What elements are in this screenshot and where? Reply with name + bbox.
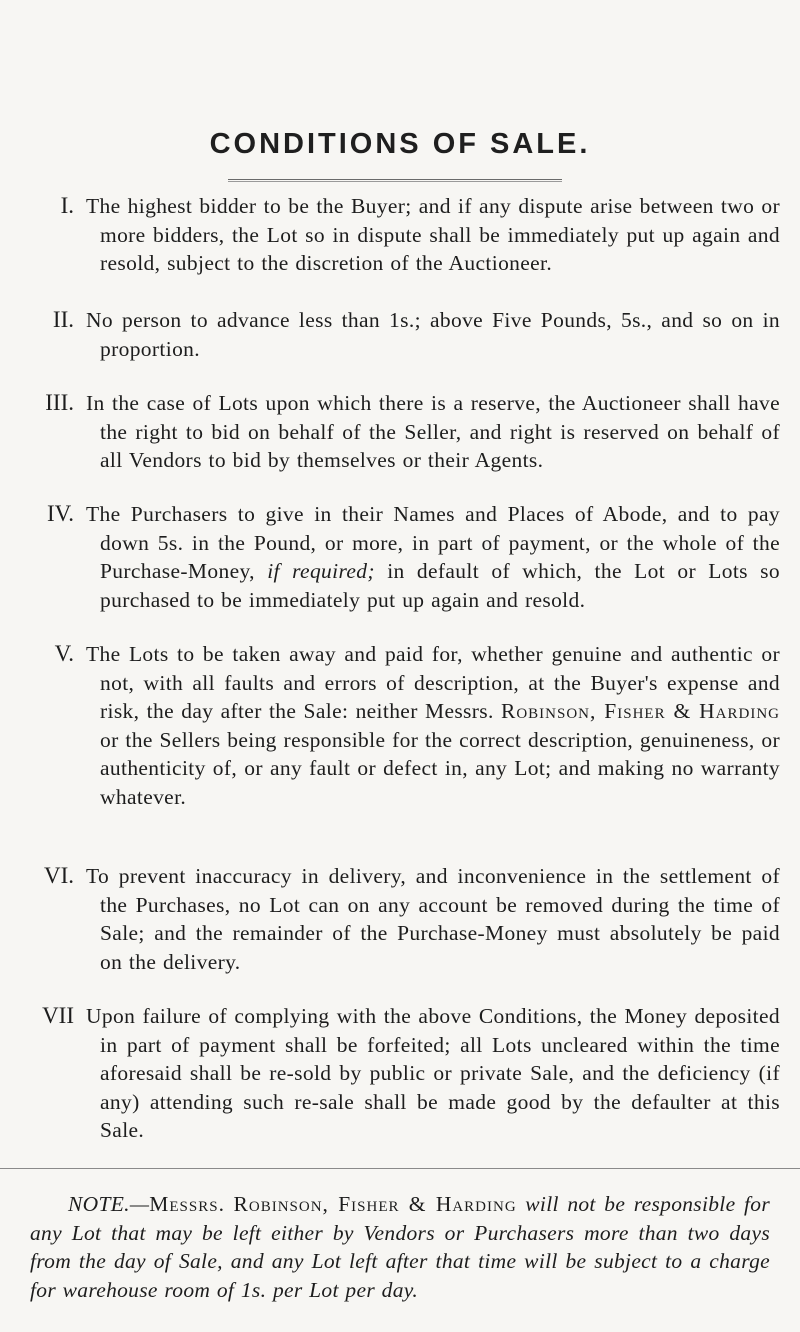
page-title: CONDITIONS OF SALE. bbox=[209, 128, 591, 160]
clause-text-part: or the Sellers being responsible for the correct description, genuineness, or authenticity of, or any fault or defect in, any Lot; and making no warranty whatever. bbox=[100, 727, 780, 809]
auctioneer-firm-name: Robinson, Fisher & Harding bbox=[233, 1192, 517, 1216]
clause-text: No person to advance less than 1s.; above Five Pounds, 5s., and so on in proportion. bbox=[86, 308, 780, 361]
note-messrs: Messrs. bbox=[149, 1192, 225, 1216]
condition-clause-7 bbox=[30, 1002, 780, 1145]
clause-text: In the case of Lots upon which there is a reserve, the Auctioneer shall have the right to bid on behalf of the Seller, and right is reserved on behalf of all Vendors to bid by themselves or their Agents. bbox=[86, 391, 780, 472]
condition-clause-3 bbox=[30, 389, 780, 475]
condition-clause-6 bbox=[30, 862, 780, 976]
clause-number: III. bbox=[45, 390, 74, 415]
clause-text-italic: if required; bbox=[267, 559, 375, 583]
clause-number: V. bbox=[54, 641, 74, 666]
auctioneer-firm-name: Robinson, Fisher & Harding bbox=[500, 699, 780, 723]
clause-text-part: The Lots to be taken away and paid for, whether genuine and authentic or not, with all faults and errors of description, at the Buyer's expense and risk, the day after the Sale: neither Messrs. bbox=[86, 642, 780, 723]
condition-clause-2 bbox=[30, 306, 780, 363]
condition-clause-1 bbox=[30, 192, 780, 278]
footer-note bbox=[30, 1190, 770, 1304]
clause-text: To prevent inaccuracy in delivery, and inconvenience in the settlement of the Purchases, no Lot can on any account be removed during the time of Sale; and the remainder of the Purchase-Money must absolutely be paid on the delivery. bbox=[86, 864, 780, 974]
clause-number: II. bbox=[52, 307, 74, 332]
note-text: will not be responsible for any Lot that may be left either by Vendors or Purchasers more than two days from the day of Sale, and any Lot left after that time will be subject to a charge for warehouse room of 1s. per Lot per day. bbox=[30, 1192, 770, 1302]
note-dash: — bbox=[129, 1192, 150, 1216]
section-divider bbox=[0, 1168, 800, 1169]
title-divider bbox=[228, 179, 562, 182]
clause-text: Upon failure of complying with the above Conditions, the Money deposited in part of payment shall be forfeited; all Lots uncleared within the time aforesaid shall be re-sold by public or private Sale, and the deficiency (if any) attending such re-sale shall be made good by the defaulter at this Sale. bbox=[86, 1004, 780, 1142]
clause-text: The highest bidder to be the Buyer; and if any dispute arise between two or more bidders, the Lot so in dispute shall be immediately put up again and resold, subject to the discretion of the Auctioneer. bbox=[86, 194, 780, 275]
note-heading: NOTE. bbox=[68, 1192, 130, 1216]
clause-text bbox=[86, 640, 780, 811]
clause-number: VII bbox=[42, 1003, 74, 1028]
clause-text bbox=[86, 500, 780, 614]
condition-clause-5 bbox=[30, 640, 780, 811]
clause-number: I. bbox=[60, 193, 74, 218]
condition-clause-4 bbox=[30, 500, 780, 614]
clause-number: IV. bbox=[46, 501, 74, 526]
clause-text-part: in default of which, the Lot or Lots so purchased to be immediately put up again and resold. bbox=[100, 559, 780, 612]
clause-text-part: The Purchasers to give in their Names and Places of Abode, and to pay down 5s. in the Pound, or more, in part of payment, or the whole of the Purchase-Money, bbox=[86, 502, 780, 583]
clause-number: VI. bbox=[43, 863, 74, 888]
